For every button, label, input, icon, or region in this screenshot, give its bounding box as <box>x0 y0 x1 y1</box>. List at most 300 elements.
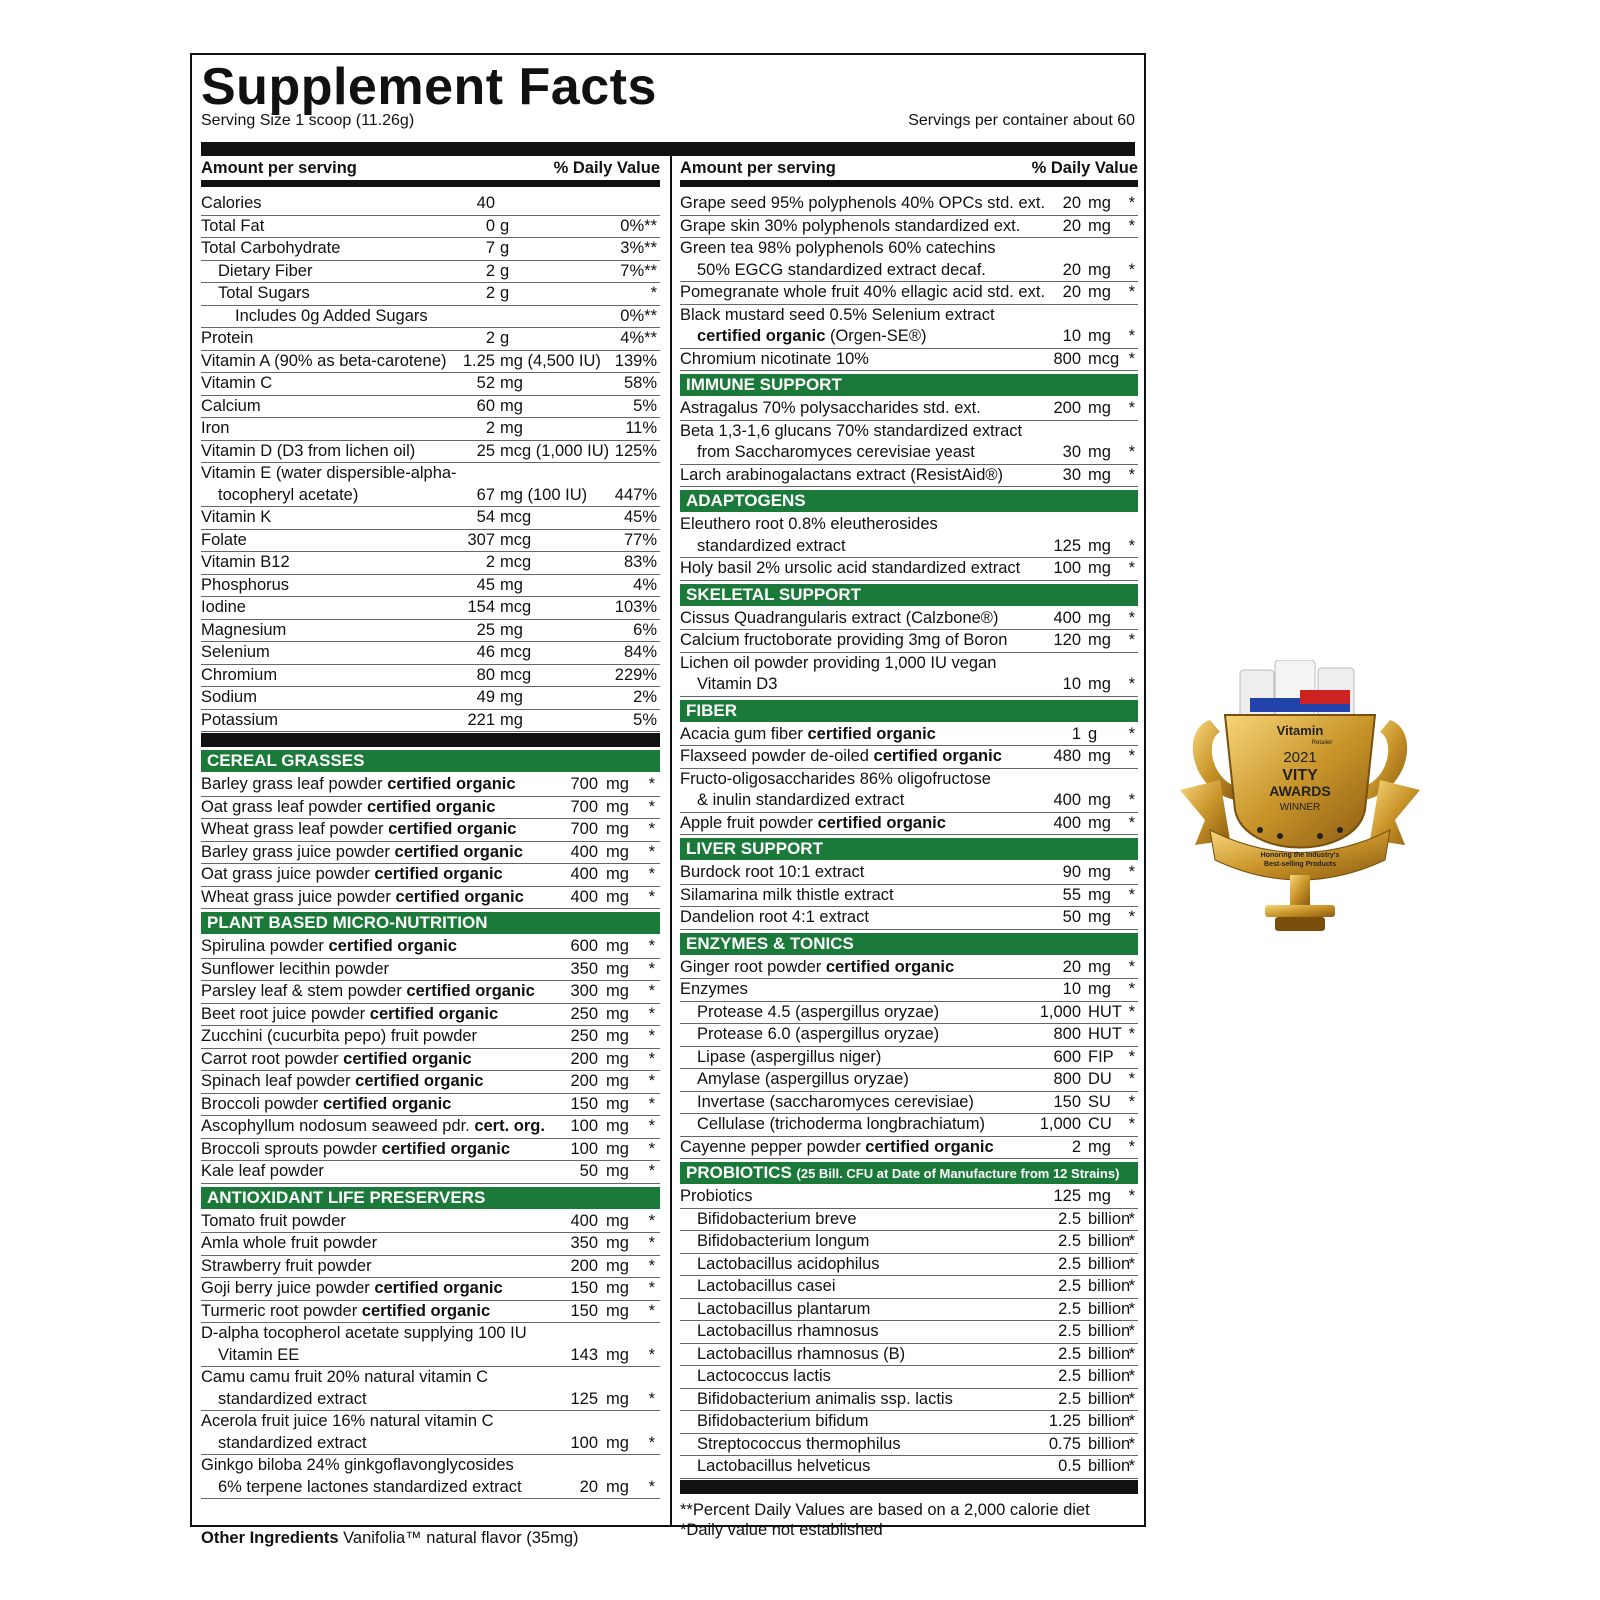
item-label <box>680 769 991 791</box>
item-label <box>680 193 1045 215</box>
item-amount: 154 <box>467 598 495 616</box>
item-name: Vitamin K <box>201 508 272 526</box>
list-item <box>201 887 660 910</box>
item-label-cont <box>697 442 975 464</box>
item-label <box>201 1256 372 1278</box>
item-daily-value: * <box>1128 1209 1135 1228</box>
item-name: Iodine <box>201 598 246 616</box>
item-daily-value: * <box>1128 1187 1135 1205</box>
section-title: PROBIOTICS <box>686 1163 792 1182</box>
item-daily-value: * <box>650 284 657 302</box>
item-name: Calcium fructoborate providing 3mg of Boron <box>680 631 1008 649</box>
item-label <box>697 1254 880 1276</box>
row-line <box>201 620 660 642</box>
list-item <box>680 305 1138 349</box>
item-name-cont: standardized extract <box>218 1433 367 1452</box>
item-label <box>201 216 264 238</box>
item-name: Wheat grass juice powder <box>201 887 396 906</box>
list-item <box>680 1092 1138 1115</box>
item-unit: mg <box>606 959 629 978</box>
item-qualifier: certified organic <box>865 1137 994 1156</box>
item-name: Camu camu fruit 20% natural vitamin C <box>201 1368 489 1386</box>
item-amount: 143 <box>570 1345 598 1364</box>
item-unit: mg <box>606 1211 629 1230</box>
list-item <box>201 819 660 842</box>
item-name: Vitamin C <box>201 374 273 392</box>
item-name: Sunflower lecithin powder <box>201 959 390 978</box>
item-name: Amylase (aspergillus oryzae) <box>697 1070 909 1088</box>
item-amount: 30 <box>1062 443 1081 461</box>
row-line <box>680 1137 1138 1159</box>
item-unit: mg <box>1088 675 1111 693</box>
item-daily-value: 7%** <box>620 261 657 280</box>
item-amount: 250 <box>570 1027 598 1045</box>
item-name: Total Sugars <box>218 284 310 302</box>
item-label <box>697 1456 870 1478</box>
item-unit: mg <box>1088 885 1111 904</box>
item-daily-value: * <box>1128 631 1135 649</box>
row-line <box>680 1186 1138 1208</box>
item-daily-value: * <box>648 1345 655 1364</box>
item-label <box>201 373 272 395</box>
list-item <box>680 1456 1138 1479</box>
item-name: Strawberry fruit powder <box>201 1256 372 1275</box>
item-unit: mg <box>606 1162 629 1180</box>
row-line <box>201 463 660 485</box>
row-line <box>201 797 660 819</box>
item-daily-value: 11% <box>625 419 657 437</box>
item-label <box>697 1047 881 1069</box>
item-unit: mcg (1,000 IU) <box>500 441 610 460</box>
item-label <box>201 710 278 732</box>
item-amount: 2 <box>485 419 495 437</box>
row-line <box>201 1026 660 1048</box>
row-line <box>680 813 1138 835</box>
list-item <box>201 441 660 464</box>
item-label <box>201 842 523 864</box>
row-line <box>201 1211 660 1233</box>
item-name: Amla whole fruit powder <box>201 1234 378 1252</box>
list-item <box>201 687 660 710</box>
row-line <box>201 1433 660 1455</box>
item-amount: 0.5 <box>1058 1457 1081 1475</box>
item-name: Oat grass leaf powder <box>201 797 367 816</box>
item-daily-value: * <box>1128 1344 1135 1363</box>
row-line <box>201 774 660 796</box>
nutrient-list <box>201 193 660 732</box>
item-amount: 150 <box>570 1301 598 1320</box>
item-label <box>680 746 1002 768</box>
item-daily-value: * <box>1128 885 1135 904</box>
item-name-cont: 50% EGCG standardized extract decaf. <box>697 260 986 279</box>
item-unit: mg <box>1088 536 1111 555</box>
item-name: Carrot root powder <box>201 1049 344 1068</box>
list-item <box>201 1323 660 1367</box>
section-title: FIBER <box>686 700 737 720</box>
item-unit: mg <box>1088 443 1111 461</box>
item-unit: billion <box>1088 1322 1131 1340</box>
thick-divider <box>201 142 1135 156</box>
item-unit: mg <box>500 575 523 594</box>
list-item <box>201 1367 660 1411</box>
item-unit: mg <box>606 1477 629 1496</box>
item-daily-value: * <box>1128 957 1135 976</box>
section-header <box>680 838 1138 860</box>
row-line <box>680 1114 1138 1136</box>
row-line <box>201 842 660 864</box>
other-ingredients <box>201 1529 579 1548</box>
item-daily-value: * <box>1128 1389 1135 1408</box>
item-unit: mg <box>606 937 629 955</box>
list-item <box>201 1004 660 1027</box>
item-amount: 1.25 <box>1048 1412 1081 1430</box>
section-header <box>680 584 1138 606</box>
item-qualifier: cert. org. <box>474 1117 545 1135</box>
item-unit: CU <box>1088 1115 1112 1133</box>
item-daily-value: * <box>1128 536 1135 555</box>
item-daily-value: 77% <box>623 530 657 549</box>
item-amount: 150 <box>570 1279 598 1297</box>
item-amount: 307 <box>467 530 495 549</box>
list-item <box>680 813 1138 836</box>
item-qualifier: certified organic <box>322 1094 452 1113</box>
item-amount: 125 <box>570 1389 598 1408</box>
item-daily-value: * <box>1128 908 1135 926</box>
item-label <box>697 1092 974 1114</box>
section-title: ADAPTOGENS <box>686 491 806 510</box>
item-daily-value: * <box>1128 260 1135 279</box>
item-name: Iron <box>201 419 230 437</box>
item-daily-value: * <box>648 1389 655 1408</box>
item-name: Dietary Fiber <box>218 261 313 280</box>
item-daily-value: * <box>648 937 655 955</box>
item-label <box>201 238 340 260</box>
item-name: Calories <box>201 194 262 212</box>
award-trophy-icon <box>1180 660 1420 960</box>
item-label-cont <box>218 1477 522 1499</box>
item-label <box>201 1116 545 1138</box>
item-daily-value: * <box>1128 1232 1135 1250</box>
item-label <box>218 261 312 283</box>
row-line <box>201 1278 660 1300</box>
item-label <box>201 418 229 440</box>
item-name: Vitamin B12 <box>201 553 290 571</box>
list-item <box>680 1411 1138 1434</box>
item-label <box>201 864 503 886</box>
list-item <box>680 885 1138 908</box>
item-daily-value: * <box>1128 1254 1135 1273</box>
item-name: Turmeric root powder <box>201 1301 362 1320</box>
item-amount: 400 <box>570 865 598 883</box>
item-amount: 400 <box>570 1211 598 1230</box>
item-name: Cellulase (trichoderma longbrachiatum) <box>697 1115 985 1133</box>
item-amount: 400 <box>570 842 598 861</box>
item-unit: mg <box>1088 908 1111 926</box>
item-name: Includes 0g Added Sugars <box>235 306 428 325</box>
item-label <box>201 530 247 552</box>
item-amount: 55 <box>1062 885 1081 904</box>
item-amount: 25 <box>476 441 495 460</box>
list-item <box>201 552 660 575</box>
item-qualifier: certified organic <box>381 1139 511 1158</box>
item-daily-value: * <box>1128 724 1135 743</box>
list-item <box>201 1161 660 1184</box>
item-name: D-alpha tocopherol acetate supplying 100 IU <box>201 1324 527 1342</box>
item-daily-value: 2% <box>633 688 657 706</box>
item-name: Bifidobacterium breve <box>697 1209 857 1228</box>
item-amount: 400 <box>1053 813 1081 832</box>
item-label <box>680 465 1003 487</box>
row-line <box>201 1116 660 1138</box>
list-item <box>201 306 660 329</box>
item-label <box>680 349 869 371</box>
item-label-cont <box>697 790 904 812</box>
row-line <box>680 1299 1138 1321</box>
item-daily-value: * <box>648 797 655 816</box>
item-label <box>201 687 257 709</box>
item-daily-value: * <box>1128 1299 1135 1318</box>
item-daily-value: * <box>648 982 655 1000</box>
item-amount: 200 <box>1053 399 1081 417</box>
row-line <box>201 418 660 440</box>
list-item <box>680 282 1138 305</box>
item-unit: mg <box>606 1389 629 1408</box>
item-label <box>201 774 516 796</box>
list-item <box>680 1299 1138 1322</box>
item-amount: 800 <box>1053 1025 1081 1043</box>
row-line <box>680 1254 1138 1276</box>
list-item <box>201 1094 660 1117</box>
row-line <box>201 1004 660 1026</box>
item-label <box>201 1411 494 1433</box>
item-unit: mg <box>1088 747 1111 765</box>
row-line <box>680 216 1138 238</box>
item-qualifier: certified organic <box>394 842 523 861</box>
item-unit: mg (100 IU) <box>500 485 588 504</box>
row-line <box>201 642 660 664</box>
row-line <box>201 507 660 529</box>
list-item <box>680 724 1138 747</box>
item-qualifier: certified organic <box>387 775 516 793</box>
list-item <box>201 283 660 306</box>
item-name: Beet root juice powder <box>201 1004 370 1023</box>
item-unit: mg <box>1088 465 1111 484</box>
item-unit: mg <box>606 1256 629 1275</box>
item-name: Burdock root 10:1 extract <box>680 863 865 881</box>
item-amount: 200 <box>570 1256 598 1275</box>
list-item <box>680 1434 1138 1457</box>
item-amount: 700 <box>570 797 598 816</box>
row-line <box>201 981 660 1003</box>
item-amount: 80 <box>476 665 495 684</box>
item-amount: 350 <box>570 1234 598 1252</box>
item-name: Pomegranate whole fruit 40% ellagic acid std. ext. <box>680 283 1046 301</box>
item-unit: mcg <box>500 530 532 549</box>
item-daily-value: 0%** <box>620 216 657 235</box>
row-line <box>201 351 660 373</box>
item-amount: 20 <box>579 1477 598 1496</box>
item-unit: mg <box>500 396 523 415</box>
list-item <box>680 957 1138 980</box>
item-amount: 2.5 <box>1058 1209 1081 1228</box>
item-daily-value: * <box>1128 675 1135 693</box>
row-line <box>680 790 1138 812</box>
list-item <box>680 398 1138 421</box>
list-item <box>680 630 1138 653</box>
item-unit: mg <box>1088 608 1111 627</box>
footnote-not-established: *Daily value not established <box>680 1520 883 1539</box>
row-line <box>680 536 1138 558</box>
item-amount: 54 <box>476 508 495 526</box>
list-item <box>201 530 660 553</box>
item-label <box>201 1278 503 1300</box>
item-name: Goji berry juice powder <box>201 1279 375 1297</box>
item-unit: mg <box>606 1094 629 1113</box>
list-item <box>201 1026 660 1049</box>
item-unit: billion <box>1088 1457 1131 1475</box>
list-item <box>201 1116 660 1139</box>
row-line <box>680 465 1138 487</box>
item-daily-value: * <box>648 820 655 838</box>
row-line <box>680 630 1138 652</box>
row-line <box>680 1231 1138 1253</box>
item-daily-value: 125% <box>614 441 657 460</box>
row-line <box>201 1071 660 1093</box>
item-name: Invertase (saccharomyces cerevisiae) <box>697 1092 974 1111</box>
item-name: Fructo-oligosaccharides 86% oligofructose <box>680 769 991 788</box>
section-title: LIVER SUPPORT <box>686 839 823 858</box>
item-qualifier: certified organic <box>343 1049 472 1068</box>
item-label-cont <box>697 536 846 558</box>
item-amount: 2 <box>1071 1137 1081 1156</box>
item-unit: billion <box>1088 1389 1131 1408</box>
list-item <box>201 507 660 530</box>
row-line <box>680 1209 1138 1231</box>
item-amount: 10 <box>1062 675 1081 693</box>
section-subtitle: (25 Bill. CFU at Date of Manufacture from 12 Strains) <box>796 1166 1120 1181</box>
item-name: Broccoli powder <box>201 1094 323 1113</box>
item-name: Probiotics <box>680 1187 753 1205</box>
row-line <box>201 552 660 574</box>
item-name: Barley grass leaf powder <box>201 775 388 793</box>
amount-header: Amount per serving <box>680 159 836 177</box>
item-unit: mg <box>606 887 629 906</box>
item-label <box>201 597 246 619</box>
item-amount: 1,000 <box>1039 1002 1081 1021</box>
item-amount: 800 <box>1053 349 1081 368</box>
item-name: Apple fruit powder <box>680 813 818 832</box>
item-label <box>201 193 262 215</box>
item-amount: 250 <box>570 1004 598 1023</box>
list-item <box>680 216 1138 239</box>
item-qualifier: certified organic <box>697 327 826 345</box>
amount-header: Amount per serving <box>201 159 357 177</box>
item-amount: 600 <box>1053 1047 1081 1066</box>
list-item <box>201 665 660 688</box>
item-label <box>218 283 310 305</box>
item-label <box>201 797 495 819</box>
list-item <box>201 864 660 887</box>
item-amount: 2 <box>485 553 495 571</box>
item-daily-value: * <box>648 1301 655 1320</box>
item-qualifier: certified organic <box>873 747 1002 765</box>
item-name: Chromium <box>201 665 278 684</box>
item-name: Lactococcus lactis <box>697 1367 831 1385</box>
section-header <box>680 700 1138 722</box>
item-label <box>680 885 894 907</box>
panel-title: Supplement Facts <box>201 58 657 116</box>
footnote-dv: **Percent Daily Values are based on a 2,000 calorie diet <box>680 1500 1090 1519</box>
item-unit: mg <box>1088 559 1111 577</box>
row-line <box>201 887 660 909</box>
item-label <box>697 1069 909 1091</box>
item-unit: mg <box>606 1301 629 1320</box>
list-item <box>201 396 660 419</box>
item-name: Green tea 98% polyphenols 60% catechins <box>680 239 996 257</box>
row-line <box>680 608 1138 630</box>
row-line <box>680 442 1138 464</box>
award-brand-sub: Retailer <box>1311 740 1333 746</box>
row-line <box>680 1456 1138 1478</box>
item-name: Ascophyllum nodosum seaweed pdr. <box>201 1117 475 1135</box>
item-label <box>697 1299 870 1321</box>
item-name: Zucchini (cucurbita pepo) fruit powder <box>201 1027 478 1045</box>
item-daily-value: 6% <box>633 620 657 639</box>
dv-header: % Daily Value <box>1031 159 1138 177</box>
item-label <box>201 441 415 463</box>
item-label <box>235 306 428 328</box>
item-daily-value: * <box>1128 980 1135 998</box>
item-qualifier: certified organic <box>328 937 457 955</box>
list-item <box>201 597 660 620</box>
item-label <box>201 1071 483 1093</box>
item-name: Lactobacillus casei <box>697 1277 836 1295</box>
list-item <box>680 349 1138 372</box>
item-amount: 100 <box>1053 559 1081 577</box>
item-label <box>680 558 1020 580</box>
row-line <box>680 1434 1138 1456</box>
list-item <box>680 421 1138 465</box>
item-name: Dandelion root 4:1 extract <box>680 908 869 926</box>
item-name-cont: tocopheryl acetate) <box>218 485 359 504</box>
item-label <box>697 1434 901 1456</box>
row-line <box>201 819 660 841</box>
row-line <box>680 979 1138 1001</box>
item-unit: mcg <box>500 665 532 684</box>
item-label <box>201 552 290 574</box>
item-amount: 300 <box>570 982 598 1000</box>
item-label <box>680 421 1022 443</box>
item-daily-value: * <box>648 1027 655 1045</box>
item-amount: 67 <box>476 485 495 504</box>
item-daily-value: * <box>1128 791 1135 809</box>
item-name: Flaxseed powder de-oiled <box>680 747 874 765</box>
list-item <box>201 328 660 351</box>
item-name: Grape skin 30% polyphenols standardized ext. <box>680 216 1021 235</box>
row-line <box>680 558 1138 580</box>
item-label <box>201 351 447 373</box>
item-unit: mg <box>500 710 523 729</box>
item-unit: mg <box>500 419 523 437</box>
row-line <box>680 907 1138 929</box>
section-header: CEREAL GRASSES <box>201 750 660 772</box>
item-label-cont <box>218 1345 299 1367</box>
item-unit: g <box>1088 724 1098 743</box>
list-item <box>680 1276 1138 1299</box>
item-name-cont: standardized extract <box>697 536 846 555</box>
item-amount: 700 <box>570 775 598 793</box>
item-daily-value: * <box>1128 1002 1135 1021</box>
